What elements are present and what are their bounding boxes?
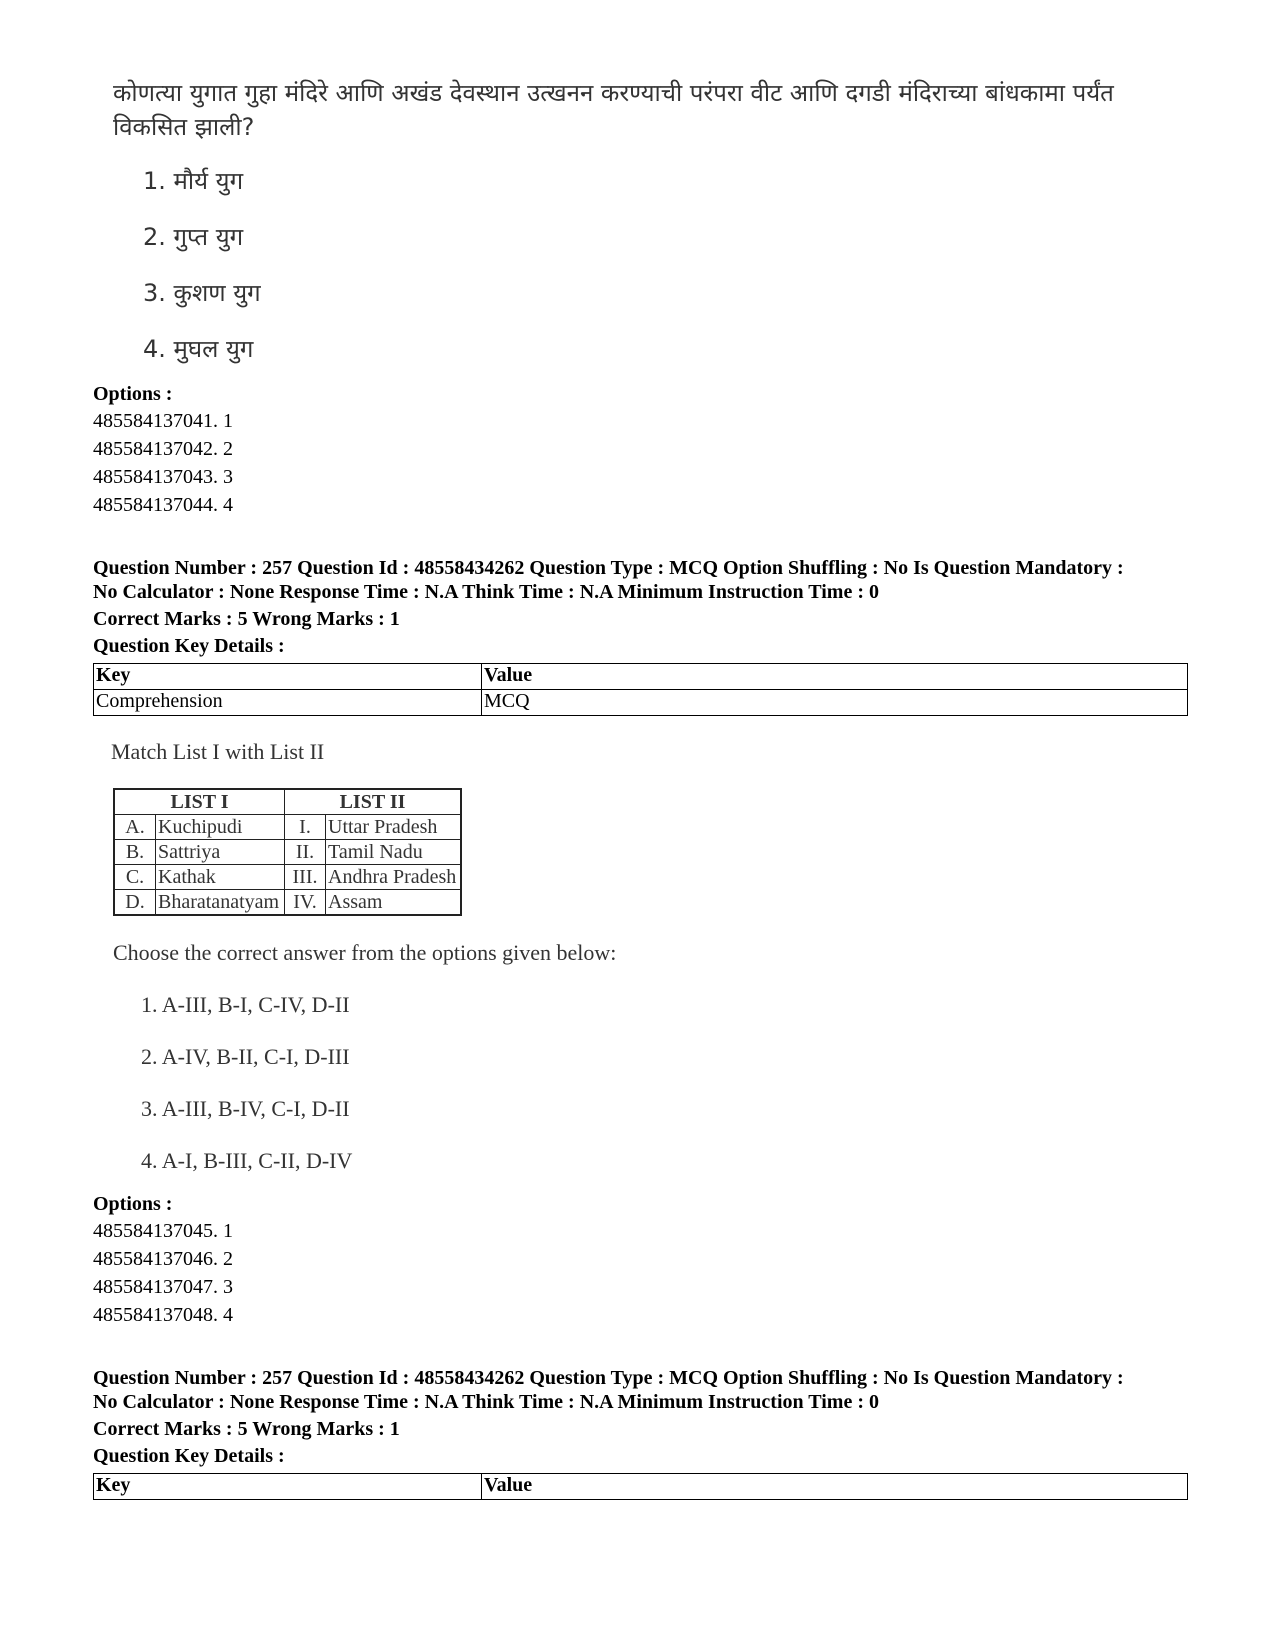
match-lists-table [113,788,462,916]
list-numeral: IV. [285,890,326,916]
list-numeral: II. [285,840,326,865]
list-item: Sattriya [156,840,285,865]
options-label: Options : [93,1193,173,1215]
question-meta-line: No Calculator : None Response Time : N.A Think Time : N.A Minimum Instruction Time : 0 [93,1391,879,1413]
options-label: Options : [93,383,173,405]
table-cell-key: Comprehension [94,690,482,716]
table-header-value: Value [482,664,1188,690]
list-2-header: LIST II [285,789,462,815]
table-row [114,815,461,840]
option-line: 485584137048. 4 [93,1304,233,1326]
question-text: कोणत्या युगात गुहा मंदिरे आणि अखंड देवस्थान उत्खनन करण्याची परंपरा वीट आणि दगडी मंदिराच्या बांधकामा पर्यंत विकसित झाली? [113,79,1114,141]
question-choice: 1. A-III, B-I, C-IV, D-II [141,992,350,1017]
list-item: Kuchipudi [156,815,285,840]
table-row [114,789,461,815]
key-details-table [93,1473,1188,1500]
table-header-key: Key [94,1474,482,1500]
list-letter: D. [114,890,156,916]
question-choice: 2. गुप्त युग [143,223,244,251]
question-choice: 1. मौर्य युग [143,167,244,195]
match-title: Match List I with List II [111,739,325,764]
list-letter: C. [114,865,156,890]
list-item: Andhra Pradesh [326,865,462,890]
question-choice: 4. मुघल युग [143,335,254,363]
table-header-value: Value [482,1474,1188,1500]
marks-line: Correct Marks : 5 Wrong Marks : 1 [93,1418,400,1440]
table-row [114,840,461,865]
list-item: Bharatanatyam [156,890,285,916]
question-meta-line: Question Number : 257 Question Id : 48558434262 Question Type : MCQ Option Shuffling : No Is Question Mandatory : [93,1367,1124,1389]
list-1-header: LIST I [114,789,285,815]
list-item: Uttar Pradesh [326,815,462,840]
marks-line: Correct Marks : 5 Wrong Marks : 1 [93,608,400,630]
option-line: 485584137042. 2 [93,438,233,460]
table-header-key: Key [94,664,482,690]
question-choice: 4. A-I, B-III, C-II, D-IV [141,1148,353,1173]
key-details-label: Question Key Details : [93,635,285,657]
question-meta-line: No Calculator : None Response Time : N.A Think Time : N.A Minimum Instruction Time : 0 [93,581,879,603]
table-row [94,1474,1188,1500]
key-details-table [93,663,1188,716]
option-line: 485584137043. 3 [93,466,233,488]
table-row [94,664,1188,690]
key-details-label: Question Key Details : [93,1445,285,1467]
option-line: 485584137045. 1 [93,1220,233,1242]
option-line: 485584137044. 4 [93,494,233,516]
table-row [114,865,461,890]
list-letter: A. [114,815,156,840]
table-row [114,890,461,916]
instruction-text: Choose the correct answer from the options given below: [113,940,617,965]
option-line: 485584137046. 2 [93,1248,233,1270]
list-item: Assam [326,890,462,916]
question-choice: 2. A-IV, B-II, C-I, D-III [141,1044,350,1069]
option-line: 485584137047. 3 [93,1276,233,1298]
list-numeral: III. [285,865,326,890]
table-cell-value: MCQ [482,690,1188,716]
list-numeral: I. [285,815,326,840]
list-item: Tamil Nadu [326,840,462,865]
list-letter: B. [114,840,156,865]
question-choice: 3. कुशण युग [143,279,261,307]
question-meta-line: Question Number : 257 Question Id : 48558434262 Question Type : MCQ Option Shuffling : No Is Question Mandatory : [93,557,1124,579]
list-item: Kathak [156,865,285,890]
question-choice: 3. A-III, B-IV, C-I, D-II [141,1096,350,1121]
option-line: 485584137041. 1 [93,410,233,432]
table-row [94,690,1188,716]
